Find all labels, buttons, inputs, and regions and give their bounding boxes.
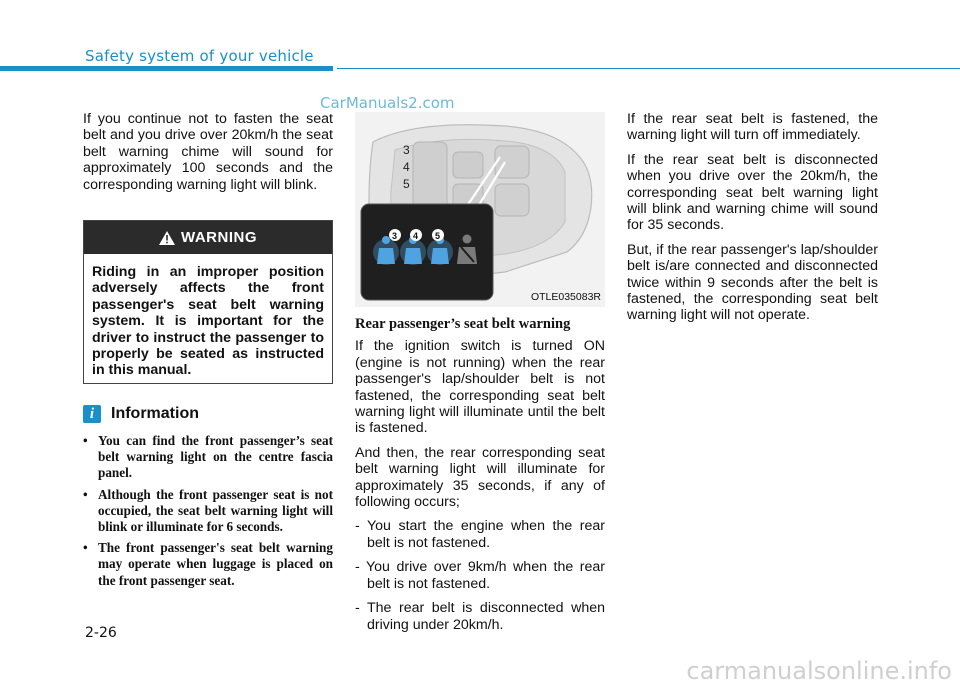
warning-box: [83, 220, 333, 384]
watermark-top[interactable]: CarManuals2.com: [320, 94, 455, 112]
paragraph: If the ignition switch is turned ON (engine is not running) when the rear passenger's lap/shoulder belt is not fastened, the corresponding seat belt warning light will illuminate until the belt is fastened.: [355, 338, 605, 437]
warning-triangle-icon: [159, 231, 175, 245]
seat-number-4: 4: [403, 160, 410, 174]
bullet-dot: •: [83, 540, 88, 556]
section-heading: Rear passenger’s seat belt warning: [355, 316, 571, 332]
information-heading: [83, 405, 199, 423]
header-rule: [337, 68, 960, 69]
information-list: [83, 433, 333, 594]
bullet-text: You can find the front passenger’s seat belt warning light on the centre fascia panel.: [98, 433, 333, 481]
bullet-dot: •: [83, 433, 88, 448]
list-item: - You start the engine when the rear belt is not fastened.: [355, 518, 605, 551]
list-item: [83, 433, 333, 482]
indicator-number-5: 5: [435, 231, 441, 241]
list-item: - You drive over 9km/h when the rear belt is not fastened.: [355, 559, 605, 592]
info-icon: i: [83, 405, 101, 423]
section-title: Safety system of your vehicle: [85, 47, 314, 65]
header-accent-bar: [0, 66, 333, 71]
warning-header: [84, 221, 332, 254]
warning-body: Riding in an improper position adversely affects the front passenger's seat belt warning system. It is important for the driver to instruct the passenger to properly be seated as instructed in this manual.: [92, 264, 324, 379]
column-middle: [355, 316, 605, 641]
indicator-number-3: 3: [392, 231, 398, 241]
indicator-number-4: 4: [413, 231, 419, 241]
bullet-text: Although the front passenger seat is not occupied, the seat belt warning light will blink or illuminate for 6 seconds.: [98, 486, 333, 535]
page-number: 2-26: [85, 625, 117, 641]
column-right: [627, 111, 878, 332]
column-left: [83, 111, 333, 201]
bullet-text: The front passenger's seat belt warning may operate when luggage is placed on the front passenger seat.: [98, 540, 333, 588]
paragraph: And then, the rear corresponding seat belt warning light will illuminate for approximately 35 seconds, if any of following occurs;: [355, 444, 605, 511]
paragraph: But, if the rear passenger's lap/shoulder belt is/are connected and disconnected twice within 9 seconds after the belt is fastened, the corresponding seat belt warning light will not operate.: [627, 241, 878, 324]
paragraph: If the rear seat belt is disconnected when you drive over the 20km/h, the corresponding seat belt warning light will blink and warning chime will sound for 35 seconds.: [627, 151, 878, 234]
watermark-bottom[interactable]: carmanualsonline.info: [686, 657, 952, 685]
figure-code: OTLE035083R: [530, 291, 601, 303]
car-cabin-illustration: [355, 112, 605, 307]
seat-belt-indicator-figure: [355, 112, 605, 307]
seat-number-5: 5: [403, 177, 410, 191]
intro-paragraph: If you continue not to fasten the seat belt and you drive over 20km/h the seat belt warning chime will sound for approximately 100 seconds and the corresponding warning light will blink.: [83, 111, 333, 193]
seat-number-3: 3: [403, 143, 410, 157]
list-item: - The rear belt is disconnected when driving under 20km/h.: [355, 600, 605, 633]
bullet-dot: •: [83, 486, 88, 502]
list-item: [83, 540, 333, 589]
paragraph: If the rear seat belt is fastened, the warning light will turn off immediately.: [627, 111, 878, 144]
information-title: Information: [111, 405, 199, 422]
list-item: [83, 487, 333, 536]
warning-title: WARNING: [181, 229, 257, 246]
